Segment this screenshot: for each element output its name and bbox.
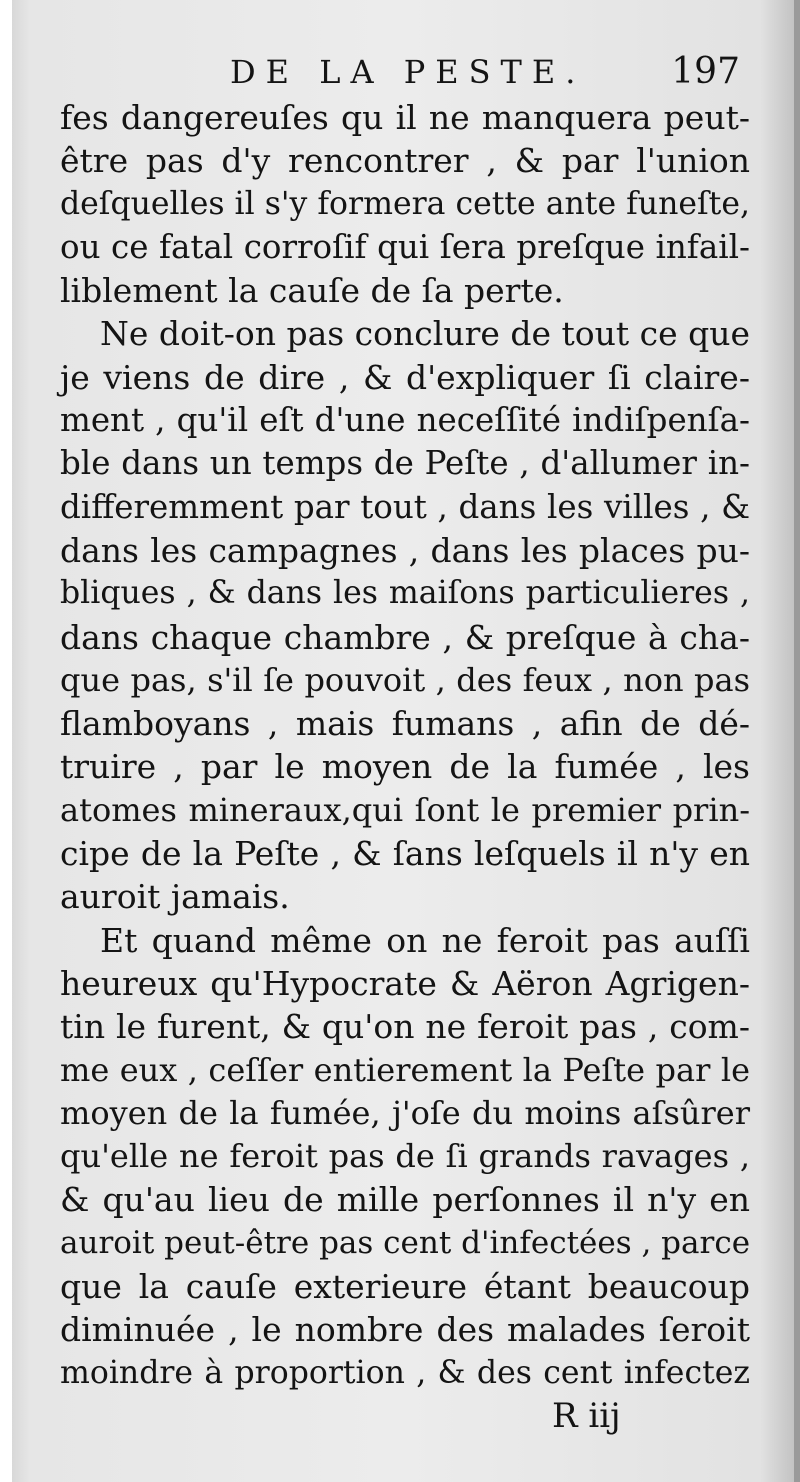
- text-line: heureux qu'Hypocrate & Aëron Agrigen-: [60, 963, 750, 1003]
- body-text: [60, 96, 750, 1395]
- text-line: deſquelles il s'y formera cette ante funeſte,: [60, 185, 750, 222]
- signature-mark: R iij: [552, 1396, 621, 1436]
- text-line: flamboyans , mais fumans , afin de dé-: [60, 704, 750, 744]
- text-line: Et quand même on ne feroit pas auſſi: [100, 920, 750, 960]
- text-line: qu'elle ne feroit pas de ſi grands ravages ,: [60, 1137, 750, 1176]
- text-line: liblement la cauſe de ſa perte.: [60, 271, 564, 311]
- text-line: ble dans un temps de Peſte , d'allumer in-: [60, 444, 750, 483]
- text-line: & qu'au lieu de mille perſonnes il n'y en: [60, 1180, 750, 1220]
- text-line: fes dangereuſes qu il ne manquera peut-: [60, 98, 750, 137]
- text-line: truire , par le moyen de la fumée , les: [60, 747, 750, 787]
- page-number: 197: [671, 51, 740, 92]
- page-edge-right: [794, 0, 800, 1482]
- text-line: differemment par tout , dans les villes , &: [60, 487, 750, 526]
- text-line: être pas d'y rencontrer , & par l'union: [60, 141, 750, 181]
- text-line: auroit peut-être pas cent d'infectées , parce: [60, 1224, 751, 1261]
- text-line: dans chaque chambre , & preſque à cha-: [60, 617, 750, 657]
- text-line: Ne doit-on pas conclure de tout ce que: [100, 314, 751, 354]
- running-head: DE LA PESTE.: [230, 53, 586, 91]
- text-line: dans les campagnes , dans les places pu-: [60, 530, 750, 570]
- text-line: bliques , & dans les maiſons particulieres ,: [60, 575, 750, 612]
- text-line: tin le furent, & qu'on ne feroit pas , com-: [60, 1007, 750, 1047]
- page-header: [60, 50, 740, 94]
- text-line: moyen de la fumée, j'oſe du moins aſsûrer: [60, 1093, 750, 1132]
- text-line: diminuée , le nombre des malades ſeroit: [60, 1310, 750, 1350]
- text-line: ou ce fatal corroſif qui ſera preſque infail-: [60, 227, 750, 266]
- page-edge-left: [0, 0, 12, 1482]
- text-line: cipe de la Peſte , & ſans leſquels il n'y en: [60, 834, 750, 874]
- text-line: me eux , ceſſer entierement la Peſte par le: [60, 1050, 750, 1089]
- text-line: atomes mineraux,qui ſont le premier prin-: [60, 790, 750, 829]
- text-line: auroit jamais.: [60, 877, 290, 917]
- text-line: que la cauſe exterieure étant beaucoup: [60, 1267, 750, 1307]
- text-line: je viens de dire , & d'expliquer ſi claire-: [60, 357, 750, 397]
- text-line: moindre à proportion , & des cent infectez: [60, 1354, 750, 1391]
- text-line: ment , qu'il eſt d'une neceſſité indiſpenſa-: [60, 401, 750, 440]
- text-line: que pas, s'il ſe pouvoit , des feux , non pas: [60, 660, 750, 699]
